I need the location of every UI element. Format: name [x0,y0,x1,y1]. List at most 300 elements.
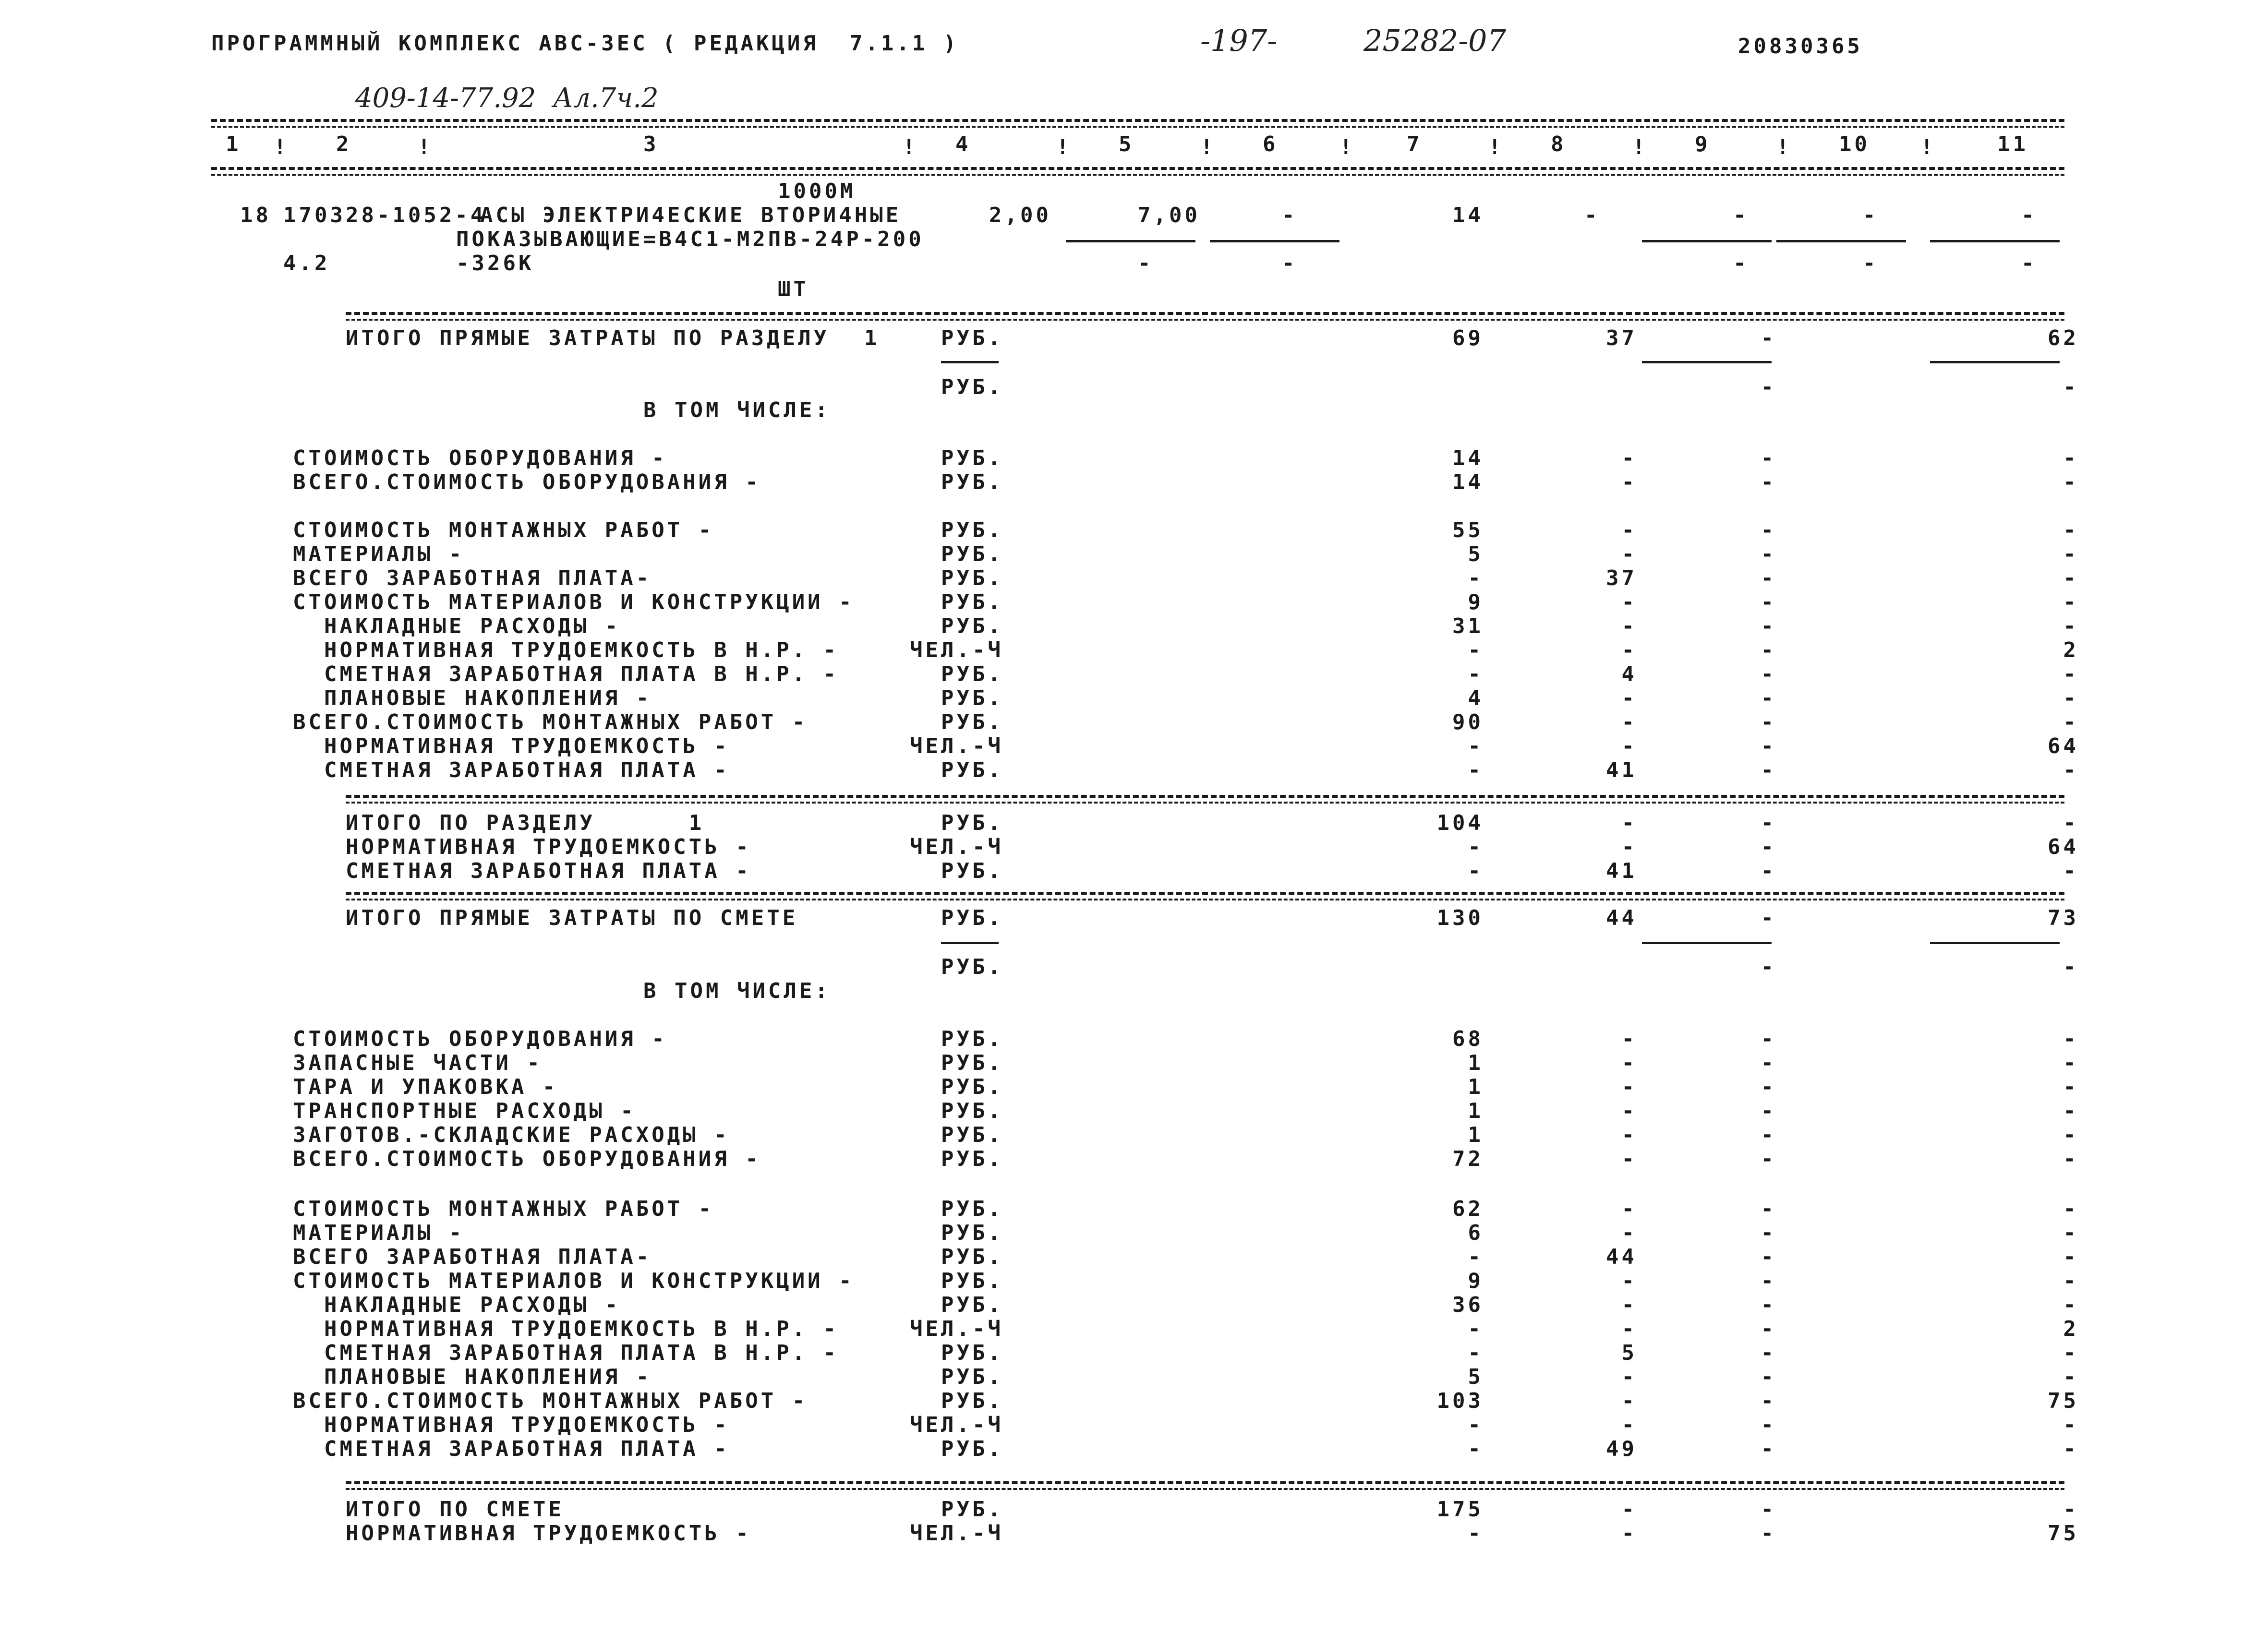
row-label: ВСЕГО ЗАРАБОТНАЯ ПЛАТА- [293,1245,652,1269]
row-col7: 5 [1468,542,1484,566]
row-col7: - [1468,1521,1484,1546]
row-label: ТАРА И УПАКОВКА - [293,1075,558,1099]
row-col8: - [1621,1269,1637,1293]
row-unit: ЧЕЛ.-Ч [910,835,1003,859]
row-col9: - [1761,686,1776,710]
row-col9: - [1761,1245,1776,1269]
row-col11: - [2063,1075,2079,1099]
column-separator: ! [903,135,918,159]
row-col7: 175 [1436,1497,1484,1522]
row-label: ЗАГОТОВ.-СКЛАДСКИЕ РАСХОДЫ - [293,1123,730,1147]
column-separator: ! [1776,135,1792,159]
row-label: СМЕТНАЯ ЗАРАБОТНАЯ ПЛАТА В Н.Р. - [293,1341,839,1365]
row-col8: - [1621,1051,1637,1075]
section2-rule [346,892,2064,895]
item-underline [1930,240,2060,242]
row-col9: - [1761,758,1776,782]
row-col7: - [1468,758,1484,782]
row-unit: РУБ. [941,446,1003,470]
section1-including: В ТОМ ЧИСЛЕ: [643,398,831,422]
row-col8: - [1621,1197,1637,1221]
column-header-5: 5 [1119,132,1134,156]
row-col7: 31 [1452,614,1484,638]
column-header-11: 11 [1997,132,2028,156]
row-col7: - [1468,662,1484,686]
column-separator: ! [1339,135,1355,159]
section2-underline [1642,942,1772,944]
row-col8: - [1621,1317,1637,1341]
row-col11: - [2063,542,2079,566]
row-col9: - [1761,590,1776,614]
section2-direct-c8: 44 [1606,906,1637,930]
section2-total-rule-2 [346,1488,2064,1490]
row-label: СТОИМОСТЬ МОНТАЖНЫХ РАБОТ - [293,1197,714,1221]
row-col9: - [1761,710,1776,734]
row-col8: 5 [1621,1341,1637,1365]
row-label: СМЕТНАЯ ЗАРАБОТНАЯ ПЛАТА - [293,1437,730,1461]
row-col9: - [1761,1099,1776,1123]
row-col9: - [1761,638,1776,662]
item-unit-price: 7,00 [1138,203,1200,228]
column-separator: ! [1632,135,1648,159]
row-col9: - [1761,1075,1776,1099]
column-header-4: 4 [955,132,971,156]
row-col9: - [1761,542,1776,566]
row-col11: 2 [2063,638,2079,662]
item-col11: - [2021,203,2037,228]
row-col11: - [2063,590,2079,614]
row-unit: РУБ. [941,1245,1003,1269]
row-label: СМЕТНАЯ ЗАРАБОТНАЯ ПЛАТА - [293,758,730,782]
row-col11: - [2063,758,2079,782]
row-unit: РУБ. [941,758,1003,782]
row-col9: - [1761,1293,1776,1317]
section2-direct-label: ИТОГО ПРЯМЫЕ ЗАТРАТЫ ПО СМЕТЕ [346,906,798,930]
row-col7: - [1468,1341,1484,1365]
row-col9: - [1761,446,1776,470]
row-col9: - [1761,614,1776,638]
row-col11: - [2063,859,2079,883]
row-col9: - [1761,1521,1776,1546]
section1-direct-c7: 69 [1452,326,1484,350]
row-col8: - [1621,1147,1637,1171]
row-unit: ЧЕЛ.-Ч [910,1317,1003,1341]
section1-direct-number: 1 [864,326,880,350]
row-col7: 104 [1436,811,1484,835]
row-label: СТОИМОСТЬ ОБОРУДОВАНИЯ - [293,1027,667,1051]
row-col8: - [1621,1389,1637,1413]
row-col8: - [1621,1075,1637,1099]
row-col11: - [2063,1027,2079,1051]
row-col7: 9 [1468,590,1484,614]
row-col9: - [1761,470,1776,494]
item-dash: - [2021,251,2037,276]
row-label: НОРМАТИВНАЯ ТРУДОЕМКОСТЬ В Н.Р. - [293,1317,839,1341]
row-col8: - [1621,811,1637,835]
row-col11: - [2063,446,2079,470]
item-dash: - [1138,251,1154,276]
section2-direct-unit: РУБ. [941,906,1003,930]
row-col8: - [1621,638,1637,662]
section2-direct-c9: - [1761,906,1776,930]
row-label: МАТЕРИАЛЫ - [293,542,465,566]
section1-direct-c8: 37 [1606,326,1637,350]
row-col7: - [1468,835,1484,859]
column-separator: ! [1920,135,1936,159]
row-unit: РУБ. [941,1437,1003,1461]
row-label: ВСЕГО.СТОИМОСТЬ ОБОРУДОВАНИЯ - [293,1147,761,1171]
row-col11: - [2063,1051,2079,1075]
row-unit: РУБ. [941,1197,1003,1221]
row-unit: РУБ. [941,1099,1003,1123]
item-underline [1066,240,1195,242]
row-col8: - [1621,734,1637,758]
column-header-8: 8 [1551,132,1567,156]
item-col6: - [1282,203,1298,228]
item-underline [1776,240,1906,242]
row-col8: - [1621,518,1637,542]
row-label: ИТОГО ПО СМЕТЕ [346,1497,564,1522]
row-label: ВСЕГО.СТОИМОСТЬ МОНТАЖНЫХ РАБОТ - [293,710,808,734]
row-col9: - [1761,1221,1776,1245]
row-unit: РУБ. [941,710,1003,734]
row-col8: 41 [1606,758,1637,782]
column-header-3: 3 [643,132,659,156]
row-unit: ЧЕЛ.-Ч [910,638,1003,662]
section1-direct-c11: 62 [2048,326,2079,350]
row-col7: 1 [1468,1051,1484,1075]
program-title: ПРОГРАММНЫЙ КОМПЛЕКС АВС-3ЕС [211,31,648,56]
section1-rub2-dash: - [2063,375,2079,399]
row-col7: 72 [1452,1147,1484,1171]
row-col11: - [2063,1437,2079,1461]
row-col9: - [1761,1269,1776,1293]
row-col9: - [1761,835,1776,859]
section2-direct-c7: 130 [1436,906,1484,930]
item-dash: - [1863,251,1879,276]
row-col11: 75 [2048,1521,2079,1546]
row-col11: - [2063,1497,2079,1522]
header-rule-top-2 [211,126,2064,128]
row-col7: 90 [1452,710,1484,734]
row-col8: - [1621,1497,1637,1522]
item-unit-bottom: ШТ [778,277,809,301]
row-col7: 5 [1468,1365,1484,1389]
row-label: МАТЕРИАЛЫ - [293,1221,465,1245]
column-header-1: 1 [226,132,241,156]
row-label: ПЛАНОВЫЕ НАКОПЛЕНИЯ - [293,1365,652,1389]
row-col11: 2 [2063,1317,2079,1341]
section2-rub2-dash: - [2063,955,2079,979]
row-col8: 37 [1606,566,1637,590]
row-unit: РУБ. [941,1051,1003,1075]
row-col9: - [1761,1389,1776,1413]
row-col7: 4 [1468,686,1484,710]
item-col9: - [1733,203,1749,228]
section1-total-rule [346,795,2064,798]
row-unit: ЧЕЛ.-Ч [910,734,1003,758]
row-col9: - [1761,1413,1776,1437]
row-col7: 62 [1452,1197,1484,1221]
row-col8: 41 [1606,859,1637,883]
row-col11: - [2063,1269,2079,1293]
row-col7: 55 [1452,518,1484,542]
row-label: НОРМАТИВНАЯ ТРУДОЕМКОСТЬ - [346,835,751,859]
row-col11: - [2063,1197,2079,1221]
row-label: ВСЕГО.СТОИМОСТЬ ОБОРУДОВАНИЯ - [293,470,761,494]
row-label: СТОИМОСТЬ ОБОРУДОВАНИЯ - [293,446,667,470]
row-unit: РУБ. [941,1123,1003,1147]
row-col8: - [1621,470,1637,494]
column-header-10: 10 [1839,132,1870,156]
row-col9: - [1761,1197,1776,1221]
section1-direct-unit: РУБ. [941,326,1003,350]
row-col8: - [1621,835,1637,859]
row-col9: - [1761,1027,1776,1051]
section2-rub2: РУБ. [941,955,1003,979]
row-col7: - [1468,566,1484,590]
row-col7: - [1468,638,1484,662]
row-col11: 75 [2048,1389,2079,1413]
column-header-7: 7 [1407,132,1423,156]
row-unit: РУБ. [941,518,1003,542]
section1-direct-label: ИТОГО ПРЯМЫЕ ЗАТРАТЫ ПО РАЗДЕЛУ [346,326,830,350]
item-col10: - [1863,203,1879,228]
row-col8: - [1621,1027,1637,1051]
row-unit: РУБ. [941,590,1003,614]
row-col11: - [2063,1221,2079,1245]
row-unit: РУБ. [941,1341,1003,1365]
row-col11: - [2063,686,2079,710]
row-unit: РУБ. [941,1293,1003,1317]
row-unit: РУБ. [941,1147,1003,1171]
item-number: 18 [240,203,271,228]
row-unit: РУБ. [941,662,1003,686]
row-unit: РУБ. [941,542,1003,566]
row-col11: - [2063,1413,2079,1437]
column-separator: ! [274,135,290,159]
section2-total-rule [346,1481,2064,1484]
section1-rule [346,312,2064,315]
column-header-2: 2 [336,132,352,156]
row-label: НАКЛАДНЫЕ РАСХОДЫ - [293,1293,621,1317]
item-subnumber: 4.2 [283,251,330,276]
row-unit: РУБ. [941,811,1003,835]
row-col7: 6 [1468,1221,1484,1245]
header-rule-bottom [211,167,2064,170]
row-col9: - [1761,1341,1776,1365]
row-col8: - [1621,1293,1637,1317]
row-col7: 103 [1436,1389,1484,1413]
row-col11: - [2063,710,2079,734]
row-label: ВСЕГО ЗАРАБОТНАЯ ПЛАТА- [293,566,652,590]
item-quantity: 2,00 [989,203,1051,228]
row-col7: 1 [1468,1099,1484,1123]
section2-rub2-dash: - [1761,955,1776,979]
row-label: ИТОГО ПО РАЗДЕЛУ 1 [346,811,705,835]
row-col8: - [1621,1413,1637,1437]
row-col8: - [1621,1123,1637,1147]
row-col11: - [2063,1245,2079,1269]
row-col7: - [1468,734,1484,758]
section1-underline [1930,361,2060,363]
row-unit: РУБ. [941,1221,1003,1245]
section2-unit-underline [941,942,999,944]
row-col9: - [1761,1123,1776,1147]
row-col8: - [1621,542,1637,566]
row-col7: 14 [1452,470,1484,494]
page-number-handwritten: -197- [1200,23,1278,58]
item-underline [1642,240,1772,242]
row-col8: - [1621,1221,1637,1245]
row-col11: - [2063,1099,2079,1123]
row-col9: - [1761,811,1776,835]
section1-underline [1642,361,1772,363]
row-unit: РУБ. [941,1365,1003,1389]
column-separator: ! [1488,135,1504,159]
row-label: СМЕТНАЯ ЗАРАБОТНАЯ ПЛАТА - [346,859,751,883]
row-col8: - [1621,1099,1637,1123]
section1-rub2: РУБ. [941,375,1003,399]
section2-underline [1930,942,2060,944]
row-label: СТОИМОСТЬ МОНТАЖНЫХ РАБОТ - [293,518,714,542]
section2-rule-2 [346,899,2064,900]
item-dash: - [1282,251,1298,276]
row-col11: - [2063,566,2079,590]
row-col11: - [2063,1147,2079,1171]
document-code: 20830365 [1738,34,1863,59]
item-col7: 14 [1452,203,1484,228]
row-col8: - [1621,446,1637,470]
row-col11: - [2063,1123,2079,1147]
row-col8: - [1621,590,1637,614]
row-label: ПЛАНОВЫЕ НАКОПЛЕНИЯ - [293,686,652,710]
project-number-handwritten: 409-14-77.92 Ал.7ч.2 [355,83,659,114]
column-separator: ! [1056,135,1072,159]
row-label: НОРМАТИВНАЯ ТРУДОЕМКОСТЬ - [293,1413,730,1437]
item-unit-top: 1000М [778,179,856,204]
row-unit: РУБ. [941,1075,1003,1099]
item-underline [1210,240,1339,242]
row-col8: - [1621,614,1637,638]
item-dash: - [1733,251,1749,276]
row-unit: РУБ. [941,614,1003,638]
item-name-line3: -326К [456,251,534,276]
row-col8: - [1621,1521,1637,1546]
row-col8: 4 [1621,662,1637,686]
section1-total-rule-2 [346,802,2064,804]
row-col8: 44 [1606,1245,1637,1269]
row-unit: РУБ. [941,686,1003,710]
row-col9: - [1761,1051,1776,1075]
row-col9: - [1761,734,1776,758]
row-col9: - [1761,1365,1776,1389]
row-col11: - [2063,811,2079,835]
header-rule-bottom-2 [211,174,2064,176]
item-name-line1: АСЫ ЭЛЕКТРИ4ЕСКИЕ ВТОРИ4НЫЕ [480,203,902,228]
row-label: НАКЛАДНЫЕ РАСХОДЫ - [293,614,621,638]
row-label: НОРМАТИВНАЯ ТРУДОЕМКОСТЬ - [346,1521,751,1546]
edition-label: ( РЕДАКЦИЯ 7.1.1 ) [663,31,959,56]
row-col7: 14 [1452,446,1484,470]
row-unit: РУБ. [941,470,1003,494]
row-col7: 1 [1468,1123,1484,1147]
row-col8: - [1621,1365,1637,1389]
section1-unit-underline [941,361,999,363]
row-label: СМЕТНАЯ ЗАРАБОТНАЯ ПЛАТА В Н.Р. - [293,662,839,686]
row-unit: РУБ. [941,1389,1003,1413]
header-rule-top [211,119,2064,122]
document-number-handwritten: 25282-07 [1363,23,1507,58]
row-col9: - [1761,1147,1776,1171]
row-label: СТОИМОСТЬ МАТЕРИАЛОВ И КОНСТРУКЦИИ - [293,1269,855,1293]
row-col11: - [2063,1293,2079,1317]
row-col7: - [1468,1245,1484,1269]
row-col7: - [1468,1413,1484,1437]
row-col8: 49 [1606,1437,1637,1461]
column-separator: ! [1200,135,1216,159]
row-col9: - [1761,518,1776,542]
column-separator: ! [418,135,434,159]
row-unit: ЧЕЛ.-Ч [910,1413,1003,1437]
section1-rub2-dash: - [1761,375,1776,399]
row-label: ЗАПАСНЫЕ ЧАСТИ - [293,1051,543,1075]
row-col11: - [2063,662,2079,686]
row-col11: 64 [2048,734,2079,758]
row-col7: - [1468,1317,1484,1341]
row-col11: - [2063,1341,2079,1365]
column-header-9: 9 [1695,132,1711,156]
row-unit: РУБ. [941,1269,1003,1293]
row-col11: - [2063,518,2079,542]
section1-direct-c9: - [1761,326,1776,350]
row-label: НОРМАТИВНАЯ ТРУДОЕМКОСТЬ В Н.Р. - [293,638,839,662]
row-col11: - [2063,1365,2079,1389]
row-label: СТОИМОСТЬ МАТЕРИАЛОВ И КОНСТРУКЦИИ - [293,590,855,614]
section2-direct-c11: 73 [2048,906,2079,930]
row-col7: 68 [1452,1027,1484,1051]
row-col9: - [1761,859,1776,883]
row-unit: РУБ. [941,1027,1003,1051]
row-col9: - [1761,662,1776,686]
row-col7: - [1468,1437,1484,1461]
row-unit: РУБ. [941,1497,1003,1522]
row-col9: - [1761,1497,1776,1522]
item-col8: - [1584,203,1600,228]
row-label: НОРМАТИВНАЯ ТРУДОЕМКОСТЬ - [293,734,730,758]
row-label: ТРАНСПОРТНЫЕ РАСХОДЫ - [293,1099,636,1123]
row-label: ВСЕГО.СТОИМОСТЬ МОНТАЖНЫХ РАБОТ - [293,1389,808,1413]
section2-including: В ТОМ ЧИСЛЕ: [643,979,831,1003]
row-col11: - [2063,614,2079,638]
row-col7: 9 [1468,1269,1484,1293]
row-col7: - [1468,859,1484,883]
item-name-line2: ПОКАЗЫВАЮЩИЕ=В4С1-М2ПВ-24Р-200 [456,227,924,252]
row-unit: РУБ. [941,859,1003,883]
row-col9: - [1761,1317,1776,1341]
row-col11: - [2063,470,2079,494]
row-unit: РУБ. [941,566,1003,590]
row-col7: 1 [1468,1075,1484,1099]
row-col7: 36 [1452,1293,1484,1317]
row-unit: ЧЕЛ.-Ч [910,1521,1003,1546]
row-col8: - [1621,710,1637,734]
item-code: 170328-1052-4 [283,203,486,228]
row-col9: - [1761,566,1776,590]
section1-rule-2 [346,319,2064,321]
row-col8: - [1621,686,1637,710]
row-col9: - [1761,1437,1776,1461]
